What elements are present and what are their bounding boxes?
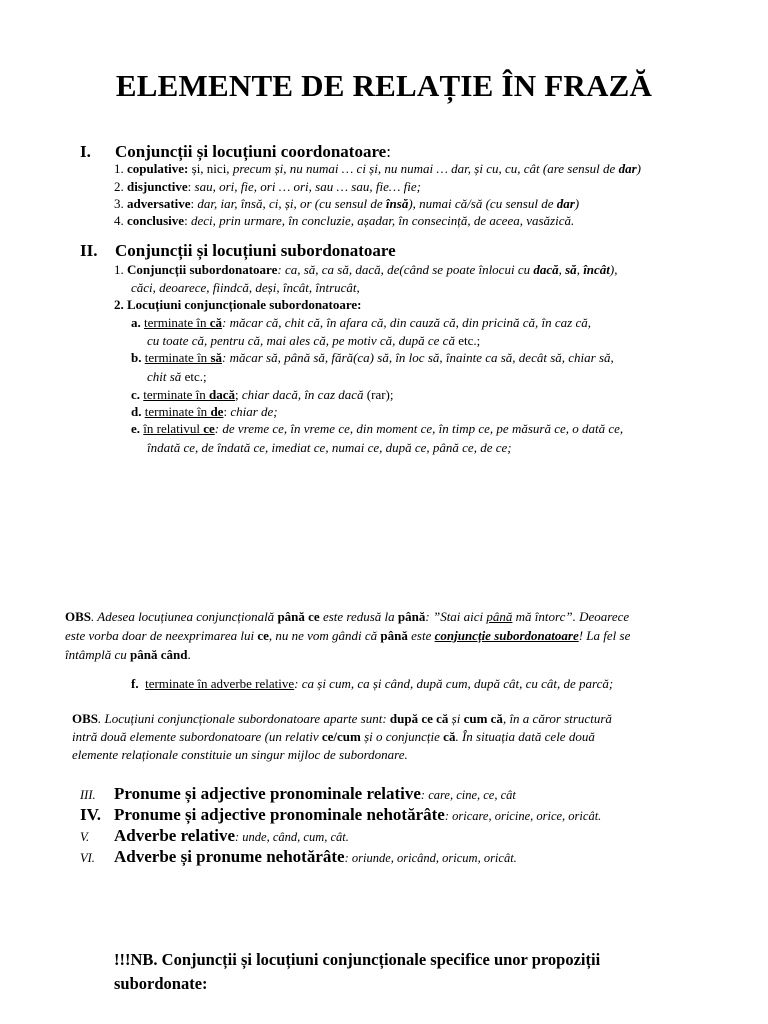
obs-2-line-2: intră două elemente subordonatoare (un relativ ce/cum și o conjuncție că. În situația dată cele două — [72, 729, 595, 744]
coord-item-copulative: 1. copulative: și, nici, precum și, nu numai … ci și, nu numai … dar, și cu, cu, cât (are sensul de dar) — [114, 161, 641, 176]
obs-2-line-3: elemente relaționale constituie un singur mijloc de subordonare. — [72, 747, 408, 762]
section-3: III. Pronume și adjective pronominale relative: care, cine, ce, cât — [80, 784, 516, 803]
nb-note-line-1: !!!NB. Conjuncții și locuțiuni conjuncționale specifice unor propoziții — [114, 950, 601, 969]
obs-1-line-3: întâmplă cu până când. — [65, 647, 191, 662]
locution-f: f. terminate în adverbe relative: ca și cum, ca și când, după cum, după cât, cu cât, de parcă; — [131, 676, 614, 691]
locution-a-cont: cu toate că, pentru că, mai ales că, pe motiv că, după ce că etc.; — [147, 333, 481, 348]
section-4: IV. Pronume și adjective pronominale nehotărâte: oricare, oricine, orice, oricât. — [80, 805, 602, 824]
subord-item-conjunctions: 1. Conjuncții subordonatoare: ca, să, ca să, dacă, de(când se poate înlocui cu dacă, să, încât), — [114, 262, 618, 277]
coord-item-conclusive: 4. conclusive: deci, prin urmare, în concluzie, așadar, în consecință, de aceea, vasăzică. — [114, 213, 575, 228]
section-1-heading: Conjuncții și locuțiuni coordonatoare: — [115, 142, 391, 161]
locution-a: a. terminate în că: măcar că, chit că, în afara că, din cauză că, din pricină că, în caz că, — [131, 315, 591, 330]
section-5: V. Adverbe relative: unde, când, cum, cât. — [80, 826, 349, 845]
locution-d: d. terminate în de: chiar de; — [131, 404, 278, 419]
obs-1-line-2: este vorba doar de neexprimarea lui ce, nu ne vom gândi că până este conjuncție subordonatoare! La fel se — [65, 628, 631, 643]
locution-c: c. terminate în dacă; chiar dacă, în caz dacă (rar); — [131, 387, 394, 402]
section-6: VI. Adverbe și pronume nehotărâte: oriunde, oricând, oricum, oricât. — [80, 847, 517, 866]
section-2-number: II. — [80, 241, 98, 260]
section-1-number: I. — [80, 142, 91, 161]
obs-1-line-1: OBS. Adesea locuțiunea conjuncțională până ce este redusă la până: ”Stai aici până mă întorc”. Deoarece — [65, 609, 630, 624]
locution-b-cont: chit să etc.; — [147, 369, 207, 384]
page-title: ELEMENTE DE RELAȚIE ÎN FRAZĂ — [115, 68, 653, 103]
locution-b: b. terminate în să: măcar să, până să, fără(ca) să, în loc să, înainte ca să, decât să, chiar să, — [131, 350, 614, 365]
nb-note-line-2: subordonate: — [114, 974, 208, 993]
subord-item-locutions: 2. Locuțiuni conjuncționale subordonatoare: — [114, 297, 362, 312]
subord-item-conjunctions-cont: căci, deoarece, fiindcă, deși, încât, întrucât, — [131, 280, 360, 295]
coord-item-adversative: 3. adversative: dar, iar, însă, ci, și, or (cu sensul de însă), numai că/să (cu sensul de dar) — [114, 196, 580, 211]
locution-e-cont: îndată ce, de îndată ce, imediat ce, numai ce, după ce, până ce, de ce; — [147, 440, 512, 455]
locution-e: e. în relativul ce: de vreme ce, în vreme ce, din moment ce, în timp ce, pe măsură ce, o dată ce, — [131, 421, 624, 436]
obs-2-line-1: OBS. Locuțiuni conjuncționale subordonatoare aparte sunt: după ce că și cum că, în a căror structură — [72, 711, 612, 726]
section-2-heading: Conjuncții și locuțiuni subordonatoare — [115, 241, 396, 260]
coord-item-disjunctive: 2. disjunctive: sau, ori, fie, ori … ori, sau … sau, fie… fie; — [114, 179, 421, 194]
